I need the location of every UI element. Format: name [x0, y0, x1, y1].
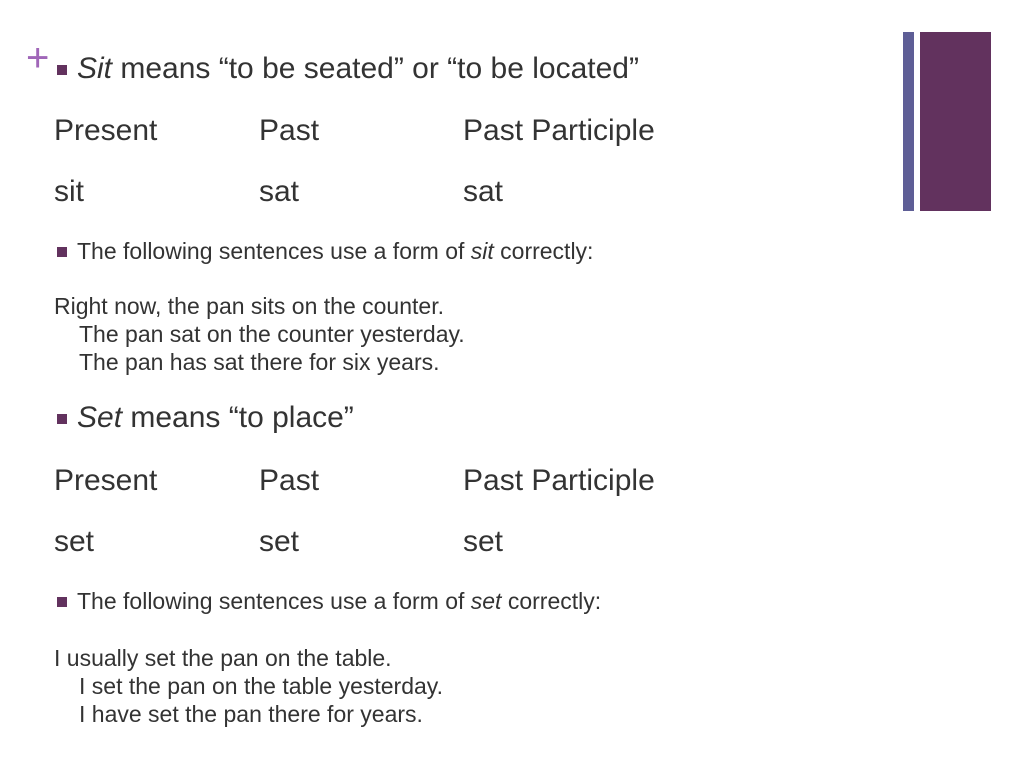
sit-form-past: sat — [259, 175, 300, 208]
set-definition: means “to place” — [122, 401, 354, 434]
sit-header-past-participle: Past Participle — [463, 114, 655, 147]
set-examples — [54, 644, 443, 728]
set-form-past-participle: set — [463, 525, 504, 558]
sit-term: Sit — [77, 52, 113, 85]
set-term: Set — [77, 401, 123, 434]
set-header-present: Present — [54, 464, 158, 497]
square-bullet-icon — [57, 597, 67, 607]
sit-intro-term: sit — [470, 238, 494, 264]
sit-examples — [54, 292, 465, 376]
sit-intro-before: The following sentences use a form of — [77, 238, 471, 264]
set-example-3: I have set the pan there for years. — [79, 701, 423, 727]
set-example-1: I usually set the pan on the table. — [54, 645, 392, 671]
sit-intro-after: correctly: — [493, 238, 594, 264]
set-header-past-participle: Past Participle — [463, 464, 655, 497]
set-intro-after: correctly: — [501, 588, 602, 614]
set-intro-term: set — [470, 588, 502, 614]
sit-example-3: The pan has sat there for six years. — [79, 349, 440, 375]
decorative-bar-thick — [920, 32, 991, 211]
sit-definition-bullet — [57, 52, 639, 86]
sit-form-present: sit — [54, 175, 84, 208]
sit-definition: means “to be seated” or “to be located” — [112, 52, 639, 85]
set-form-past: set — [259, 525, 300, 558]
set-example-2: I set the pan on the table yesterday. — [79, 673, 443, 699]
sit-form-past-participle: sat — [463, 175, 504, 208]
decorative-bar-thin — [903, 32, 914, 211]
sit-header-past: Past — [259, 114, 320, 147]
sit-example-1: Right now, the pan sits on the counter. — [54, 293, 444, 319]
set-intro-before: The following sentences use a form of — [77, 588, 471, 614]
sit-example-2: The pan sat on the counter yesterday. — [79, 321, 465, 347]
plus-icon: + — [26, 36, 50, 80]
square-bullet-icon — [57, 65, 67, 75]
set-form-present: set — [54, 525, 95, 558]
sit-header-present: Present — [54, 114, 158, 147]
square-bullet-icon — [57, 414, 67, 424]
sit-intro-bullet — [57, 238, 593, 265]
set-header-past: Past — [259, 464, 320, 497]
set-definition-bullet — [57, 401, 354, 435]
set-intro-bullet — [57, 588, 601, 615]
square-bullet-icon — [57, 247, 67, 257]
